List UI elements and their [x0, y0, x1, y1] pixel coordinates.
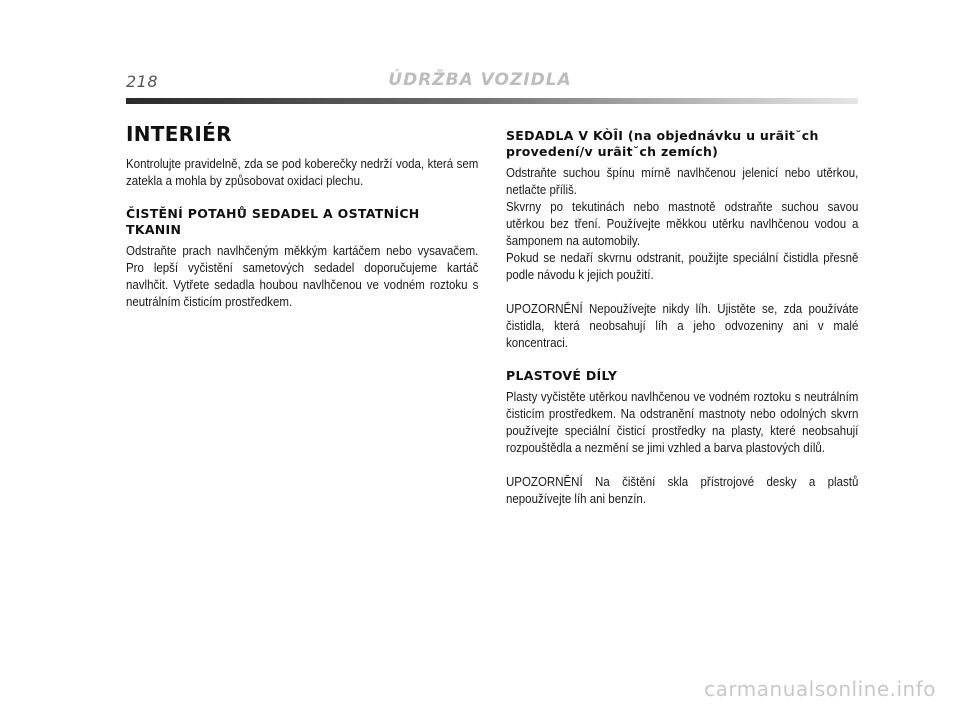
interior-heading: INTERIÉR [126, 122, 232, 146]
right-column [506, 122, 858, 508]
interior-intro-text: Kontrolujte pravidelně, zda se pod koberečky nedrží voda, která sem zatekla a mohla by způsobovat oxidaci plechu. [126, 157, 479, 188]
header-rule [126, 98, 858, 104]
watermark-text: carmanualsonline.info [704, 677, 936, 701]
leather-seats-text-3: Pokud se nedaří skvrnu odstranit, použijte speciální čistidla přesně podle návodu k jejich použití. [506, 251, 859, 282]
leather-seats-text-2: Skvrny po tekutinách nebo mastnotě odstraňte suchou savou utěrkou bez tření. Používejte měkkou utěrku navlhčenou vodou a šamponem na automobily. [506, 200, 859, 248]
page-number: 218 [126, 72, 159, 91]
plastic-parts-text: Plasty vyčistěte utěrkou navlhčenou ve vodném roztoku s neutrálním čisticím prostředkem. Na odstranění mastnoty nebo odolných skvrn používejte speciální čisticí prostředky na plasty, které neobsahují rozpouštědla a nezmění se jimi vzhled a barva plastových dílů. [506, 390, 859, 455]
leather-seats-text-1: Odstraňte suchou špínu mírně navlhčenou jelenicí nebo utěrkou, netlačte příliš. [506, 166, 859, 197]
left-column [126, 122, 478, 311]
upholstery-cleaning-text: Odstraňte prach navlhčeným měkkým kartáčem nebo vysavačem. Pro lepší vyčistění sametových sedadel doporučujeme kartáč navlhčit. Vytřete sedadla houbou navlhčenou ve vodném roztoku s neutrálním čisticím prostředkem. [126, 244, 479, 309]
dashboard-glass-warning-text: UPOZORNĚNÍ Na čištění skla přístrojové desky a plastů nepoužívejte líh ani benzín. [506, 475, 859, 506]
plastic-parts-heading: PLASTOVÉ DÍLY [506, 368, 618, 383]
alcohol-warning-text: UPOZORNĚNÍ Nepoužívejte nikdy líh. Ujistěte se, zda používáte čistidla, která neobsahují líh a jeho odvozeniny ani v malé koncentraci. [506, 302, 859, 350]
leather-seats-heading: SEDADLA V KÒÎI (na objednávku u urãit˘ch provedení/v urãit˘ch zemích) [506, 128, 819, 159]
upholstery-cleaning-heading: ČISTĚNÍ POTAHŮ SEDADEL A OSTATNÍCH TKANIN [126, 206, 420, 237]
running-header-title: ÚDRŽBA VOZIDLA [388, 70, 572, 90]
